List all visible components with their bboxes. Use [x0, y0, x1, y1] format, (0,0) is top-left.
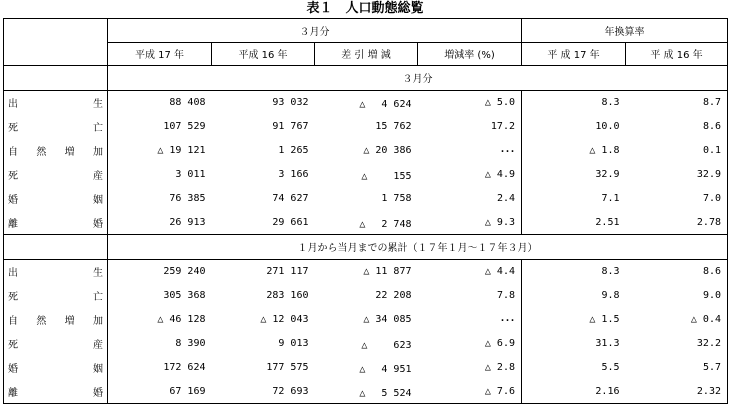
- cell-h17: 259 240: [163, 265, 206, 277]
- cell-h17: 76 385: [169, 192, 206, 204]
- cell-rate-h17: 7.1: [601, 192, 620, 204]
- vital-statistics-table: [3, 18, 728, 404]
- cell-h17: 172 624: [163, 361, 206, 373]
- section-header-corner: [4, 234, 108, 259]
- table-row: [4, 186, 728, 210]
- row-label-char: 死: [8, 291, 18, 303]
- cell-h16: 72 693: [272, 385, 309, 397]
- row-label-char: 産: [93, 170, 103, 182]
- table-body: [4, 66, 728, 404]
- cell-h16: 283 160: [266, 289, 309, 301]
- cell-rate-h17: 9.8: [601, 289, 620, 301]
- cell-pct: △ 2.8: [418, 355, 522, 379]
- header-column-row: [4, 42, 728, 66]
- cell-h16: 93 032: [272, 96, 309, 108]
- cell-diff: △ 20 386: [363, 144, 412, 156]
- cell-diff: 1 758: [381, 192, 412, 204]
- cell-pct: △ 4.9: [418, 162, 522, 186]
- header-rate-h16: 平 成 16 年: [626, 42, 728, 66]
- cell-h16: 29 661: [272, 216, 309, 228]
- table-row: [4, 114, 728, 138]
- cell-h17: 107 529: [163, 120, 206, 132]
- cell-pct: △ 7.6: [418, 379, 522, 403]
- header-group-rate: 年換算率: [522, 19, 728, 43]
- row-label-char: 姻: [93, 363, 103, 375]
- header-corner: [4, 19, 108, 66]
- row-label: [4, 331, 108, 355]
- cell-rate-h16: 2.78: [696, 216, 721, 228]
- row-label-char: 死: [8, 122, 18, 134]
- cell-rate-h16: 9.0: [702, 289, 721, 301]
- cell-pct: △ 9.3: [418, 210, 522, 234]
- cell-rate-h17: 31.3: [595, 337, 620, 349]
- cell-rate-h16: 32.9: [696, 168, 721, 180]
- row-label-char: 自: [8, 146, 18, 158]
- cell-pct: ･･･: [418, 307, 522, 331]
- table-row: [4, 331, 728, 355]
- table-row: [4, 138, 728, 162]
- cell-rate-h17: 10.0: [595, 120, 620, 132]
- cell-h17: 67 169: [169, 385, 206, 397]
- section-header-corner: [4, 66, 108, 91]
- cell-h17: 26 913: [169, 216, 206, 228]
- cell-h16: 1 265: [278, 144, 309, 156]
- row-label-char: 婚: [93, 387, 103, 399]
- header-diff: 差 引 増 減: [315, 42, 418, 66]
- table-row: [4, 90, 728, 114]
- table-row: [4, 259, 728, 283]
- cell-rate-h17: 8.3: [601, 265, 620, 277]
- row-label: [4, 283, 108, 307]
- cell-rate-h17: 8.3: [601, 96, 620, 108]
- cell-pct: △ 4.4: [418, 259, 522, 283]
- table-row: [4, 379, 728, 403]
- cell-h16: 271 117: [266, 265, 309, 277]
- cell-h16: △ 12 043: [260, 313, 309, 325]
- cell-h17: 8 390: [175, 337, 206, 349]
- cell-diff: 15 762: [375, 120, 412, 132]
- table-row: [4, 283, 728, 307]
- table-row: [4, 210, 728, 234]
- cell-rate-h16: 2.32: [696, 385, 721, 397]
- section-header-row: [4, 234, 728, 259]
- row-label-char: 婚: [93, 218, 103, 230]
- row-label-char: 死: [8, 339, 18, 351]
- cell-rate-h17: 2.16: [595, 385, 620, 397]
- row-label: [4, 379, 108, 403]
- cell-pct: ･･･: [418, 138, 522, 162]
- cell-h17: △ 19 121: [157, 144, 206, 156]
- cell-diff: △ 5 524: [359, 387, 412, 399]
- cell-diff: △ 34 085: [363, 313, 412, 325]
- cell-rate-h16: 0.1: [702, 144, 721, 156]
- cell-diff: △ 4 624: [359, 98, 412, 110]
- row-label-char: 婚: [8, 363, 18, 375]
- cell-h16: 74 627: [272, 192, 309, 204]
- row-label-char: 加: [92, 315, 103, 327]
- row-label-char: 離: [8, 218, 18, 230]
- cell-h16: 9 013: [278, 337, 309, 349]
- row-label: [4, 186, 108, 210]
- row-label-char: 出: [8, 267, 18, 279]
- cell-h16: 91 767: [272, 120, 309, 132]
- cell-pct: △ 6.9: [418, 331, 522, 355]
- cell-rate-h17: 5.5: [601, 361, 620, 373]
- cell-h16: 177 575: [266, 361, 309, 373]
- cell-h17: 305 368: [163, 289, 206, 301]
- row-label-char: 離: [8, 387, 18, 399]
- cell-h16: 3 166: [278, 168, 309, 180]
- row-label-char: 死: [8, 170, 18, 182]
- row-label-char: 然: [36, 146, 47, 158]
- row-label-char: 然: [36, 315, 47, 327]
- row-label: [4, 114, 108, 138]
- row-label: [4, 355, 108, 379]
- cell-diff: △ 2 748: [359, 218, 412, 230]
- table-title: 表１ 人口動態総覧: [306, 1, 424, 16]
- row-label-char: 生: [93, 267, 103, 279]
- cell-pct: 17.2: [418, 114, 522, 138]
- cell-diff: △ 11 877: [363, 265, 412, 277]
- row-label-char: 亡: [93, 291, 103, 303]
- row-label-char: 亡: [93, 122, 103, 134]
- row-label: [4, 307, 108, 331]
- row-label-char: 出: [8, 98, 18, 110]
- header-pct: 増減率 (%): [418, 42, 522, 66]
- cell-rate-h16: 5.7: [702, 361, 721, 373]
- row-label-char: 姻: [93, 194, 103, 206]
- row-label: [4, 259, 108, 283]
- cell-pct: 7.8: [418, 283, 522, 307]
- cell-pct: △ 5.0: [418, 90, 522, 114]
- table-row: [4, 307, 728, 331]
- cell-pct: 2.4: [418, 186, 522, 210]
- section-header-row: [4, 66, 728, 91]
- cell-h17: 3 011: [175, 168, 206, 180]
- cell-rate-h16: 8.6: [702, 265, 721, 277]
- cell-h17: △ 46 128: [157, 313, 206, 325]
- cell-rate-h17: △ 1.5: [589, 313, 620, 325]
- header-group-march: ３月分: [108, 19, 522, 43]
- row-label-char: 増: [64, 146, 75, 158]
- table-row: [4, 355, 728, 379]
- cell-diff: △ 4 951: [359, 363, 412, 375]
- row-label-char: 産: [93, 339, 103, 351]
- cell-rate-h16: 32.2: [696, 337, 721, 349]
- cell-diff: △ 623: [361, 339, 412, 351]
- row-label: [4, 138, 108, 162]
- section-header-label: １月から当月までの累計（１７年１月～１７年３月）: [108, 234, 728, 259]
- row-label-char: 生: [93, 98, 103, 110]
- table-row: [4, 162, 728, 186]
- cell-rate-h17: △ 1.8: [589, 144, 620, 156]
- cell-rate-h16: 7.0: [702, 192, 721, 204]
- cell-diff: 22 208: [375, 289, 412, 301]
- row-label-char: 増: [64, 315, 75, 327]
- row-label-char: 婚: [8, 194, 18, 206]
- row-label-char: 加: [92, 146, 103, 158]
- header-h17: 平成 17 年: [108, 42, 212, 66]
- cell-diff: △ 155: [361, 170, 412, 182]
- row-label: [4, 90, 108, 114]
- row-label-char: 自: [8, 315, 18, 327]
- row-label: [4, 210, 108, 234]
- cell-rate-h17: 32.9: [595, 168, 620, 180]
- cell-h17: 88 408: [169, 96, 206, 108]
- header-h16: 平成 16 年: [212, 42, 315, 66]
- cell-rate-h16: △ 0.4: [690, 313, 721, 325]
- cell-rate-h17: 2.51: [595, 216, 620, 228]
- cell-rate-h16: 8.6: [702, 120, 721, 132]
- header-rate-h17: 平 成 17 年: [522, 42, 626, 66]
- row-label: [4, 162, 108, 186]
- section-header-label: ３月分: [108, 66, 728, 91]
- cell-rate-h16: 8.7: [702, 96, 721, 108]
- header-group-row: [4, 19, 728, 43]
